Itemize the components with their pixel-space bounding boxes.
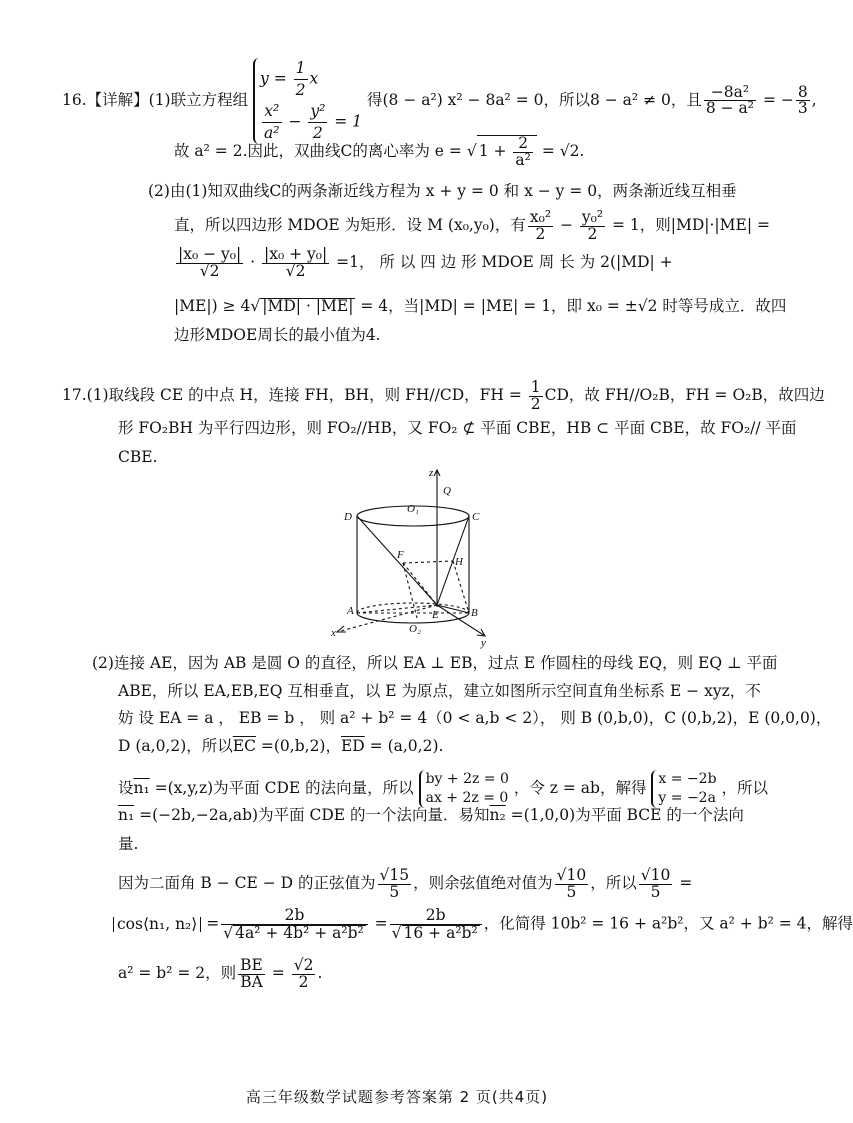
p17-part2-line2: ABE，所以 EA,EB,EQ 互相垂直，以 E 为原点，建立如图所示空间直角坐标系 E − xyz，不 (118, 682, 761, 700)
x-axis-arrow (337, 626, 346, 632)
p16-line7: 边形MDOE周长的最小值为4. (174, 326, 381, 344)
p16-line3: (2)由(1)知双曲线C的两条渐近线方程为 x + y = 0 和 x − y = 0，两条渐近线互相垂 (148, 182, 737, 200)
label-x: x (331, 627, 336, 639)
label-A: A (347, 605, 354, 617)
p17-part2-line4: D (a,0,2)，所以$\overline{EC} =(0,b,2)$，$\overline{ED} = (a,0,2)$. (118, 737, 444, 755)
p17-part2-line9: cos⟨n₁, n₂⟩ = $\frac{2b}{\text{√ 4a² + 4b² + a²b²}}$ = $\frac{2b}{\text{√ 16 + a²b²}}$ ，化简得 10b² = 16 + a²b²，又 a² + b² = 4，解得 (113, 908, 853, 941)
cylinder-figure (325, 468, 495, 648)
label-Q: Q (443, 485, 451, 497)
p16-line4: 直，所以四边形 MDOE 为矩形．设 M (x₀,y₀)，有 $\frac{\text{x₀²}}{2}$ − $\frac{\text{y₀²}}{2}$ = 1，则|MD|·|ME| = (174, 208, 770, 243)
page-footer: 高三年级数学试题参考答案第 2 页(共4页) (245, 1088, 549, 1106)
p17-part2-line5: 设n₁ =(x,y,z)为平面 CDE 的法向量，所以 by + 2z = 0 ax + 2z = 0 ，令 z = ab，解得 x = −2b y = −2a ，所以 (118, 771, 768, 806)
p17-part2-line7: 量. (118, 835, 139, 853)
line-FO2 (403, 563, 417, 618)
p16-line6: |ME|) ≥ 4√ |MD| · |ME| = 4，当|MD| = |ME| = 1，即 x₀ = ±√2 时等号成立．故四 (174, 297, 787, 315)
label-O2: O₂ (409, 623, 421, 635)
label-y: y (481, 637, 486, 649)
p17-part2-line8: 因为二面角 B − CE − D 的正弦值为 $\frac{√15}{5}$ ，则余弦值绝对值为 $\frac{√10}{5}$ ，所以 $\frac{√10}{5}$ = (118, 866, 693, 901)
label-E: E (432, 609, 439, 621)
p16-line5: $\frac{\text{|x₀ − y₀|}}{√2}$ · $\frac{\text{|x₀ + y₀|}}{√2}$ =1， 所 以 四 边 形 MDOE 周 长 为 2(|MD| + (178, 245, 673, 280)
p17-line3: CBE. (118, 448, 158, 466)
p17-part2-line3: 妨 设 EA = a ， EB = b ， 则 a² + b² = 4（0 < a,b < 2）， 则 B (0,b,0)，C (0,b,2)，E (0,0,0)， (118, 709, 832, 727)
line-FH (403, 561, 453, 563)
equation-system: y = $\frac{1}{2}$ x $\frac{\text{x²}}{\text{a²}}$ − $\frac{\text{y²}}{2}$ = 1 (253, 58, 362, 144)
line-HB (453, 561, 469, 613)
label-C: C (472, 511, 480, 523)
p17-part2-line6: n₁ =(−2b,−2a,ab)为平面 CDE 的一个法向量．易知n₂ =(1,0,0)为平面 BCE 的一个法向 (118, 806, 744, 824)
label-O1: O₁ (407, 503, 419, 515)
p17-part2-line1: (2)连接 AE，因为 AB 是圆 O 的直径，所以 EA ⊥ EB，过点 E 作圆柱的母线 EQ，则 EQ ⊥ 平面 (92, 654, 778, 672)
p17-part2-line10: a² = b² = 2，则 $\frac{BE}{BA}$ = $\frac{√2}{2}$ . (118, 956, 323, 991)
y-axis (437, 605, 485, 636)
line-AE (357, 605, 437, 613)
label-D: D (344, 511, 352, 523)
y-axis-arrow (477, 629, 485, 636)
label-F: F (397, 549, 404, 561)
label-H: H (455, 556, 463, 568)
line-CE (437, 516, 469, 605)
p16-line2: 故 a² = 2.因此，双曲线C的离心率为 e = √ 1 + $\frac{2}{\text{a²}}$ = √2. (174, 134, 585, 169)
p17-line1: 17.(1)取线段 CE 的中点 H，连接 FH，BH，则 FH//CD，FH = $\frac{1}{2}$ CD，故 FH//O₂B，FH = O₂B，故四边 (62, 378, 825, 413)
p16-line1: 16.【详解】(1)联立方程组 y = $\frac{1}{2}$ x $\frac{\text{x²}}{\text{a²}}$ − $\frac{\text{y²}}{2}$ = 1 得(8 − a²) x² − 8a² = 0，所以8 − a² ≠ 0，且 $\frac{\text{−8a²}}{\text{8 − a²}}$ = − $\frac{8}{3}$ , (62, 59, 817, 142)
label-z: z (429, 467, 434, 479)
p17-line2: 形 FO₂BH 为平行四边形，则 FO₂//HB，又 FO₂ ⊄ 平面 CBE，HB ⊂ 平面 CBE，故 FO₂// 平面 (118, 419, 797, 437)
label-B: B (471, 607, 478, 619)
